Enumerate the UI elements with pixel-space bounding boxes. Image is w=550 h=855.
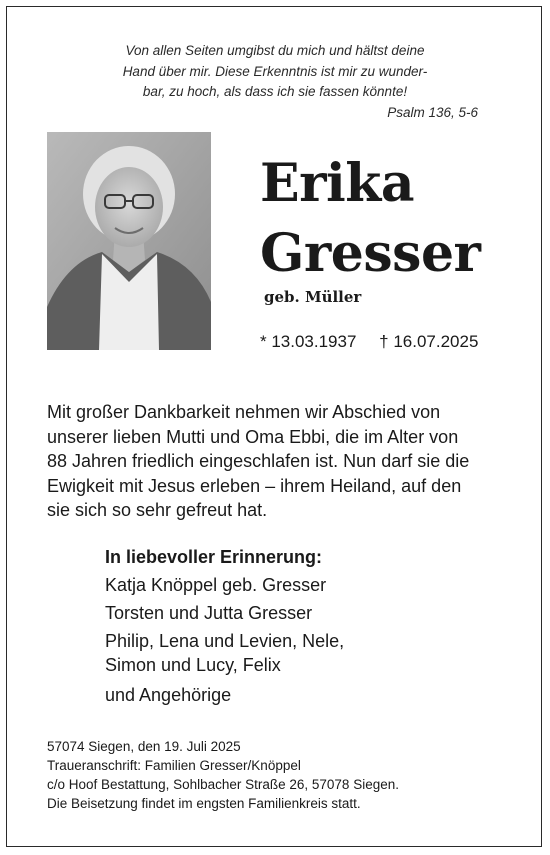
bible-verse — [60, 41, 490, 123]
footer-line: c/o Hoof Bestattung, Sohlbacher Straße 26, 57078 Siegen. — [47, 777, 399, 792]
verse-line: Hand über mir. Diese Erkenntnis ist mir zu wunder- — [122, 63, 428, 79]
mourner-entry: Philip, Lena und Levien, Nele, — [105, 631, 345, 651]
announcement-text — [47, 400, 517, 523]
birth-date: * 13.03.1937 — [260, 332, 357, 351]
announcement-line: Mit großer Dankbarkeit nehmen wir Abschied von — [47, 402, 441, 422]
mourner-entry: und Angehörige — [105, 685, 232, 705]
mourner-entry: Torsten und Jutta Gresser — [105, 603, 313, 623]
mourners-heading: In liebevoller Erinnerung: — [105, 547, 323, 567]
footer-info — [47, 737, 399, 813]
mourner-entry: Simon und Lucy, Felix — [105, 655, 281, 675]
first-name: Erika — [260, 153, 415, 214]
portrait-photo — [47, 132, 211, 350]
verse-reference: Psalm 136, 5-6 — [387, 104, 478, 120]
announcement-line: sie sich so sehr gefreut hat. — [47, 500, 268, 520]
last-name: Gresser — [260, 223, 481, 284]
death-date: † 16.07.2025 — [379, 332, 479, 351]
announcement-line: Ewigkeit mit Jesus erleben – ihrem Heiland, auf den — [47, 475, 462, 496]
footer-line: 57074 Siegen, den 19. Juli 2025 — [47, 739, 241, 754]
verse-line: Von allen Seiten umgibst du mich und hältst deine — [125, 43, 425, 58]
verse-line: bar, zu hoch, als dass ich sie fassen könnte! — [142, 84, 408, 99]
footer-line: Die Beisetzung findet im engsten Familienkreis statt. — [47, 796, 361, 811]
footer-line: Traueranschrift: Familien Gresser/Knöppel — [47, 758, 301, 773]
life-dates — [260, 332, 478, 352]
mourner-entry: Katja Knöppel geb. Gresser — [105, 575, 327, 595]
announcement-line: 88 Jahren friedlich eingeschlafen ist. Nun darf sie die — [47, 451, 470, 471]
maiden-name: geb. Müller — [264, 288, 362, 306]
announcement-line: unserer lieben Mutti und Oma Ebbi, die im Alter von — [47, 426, 459, 447]
